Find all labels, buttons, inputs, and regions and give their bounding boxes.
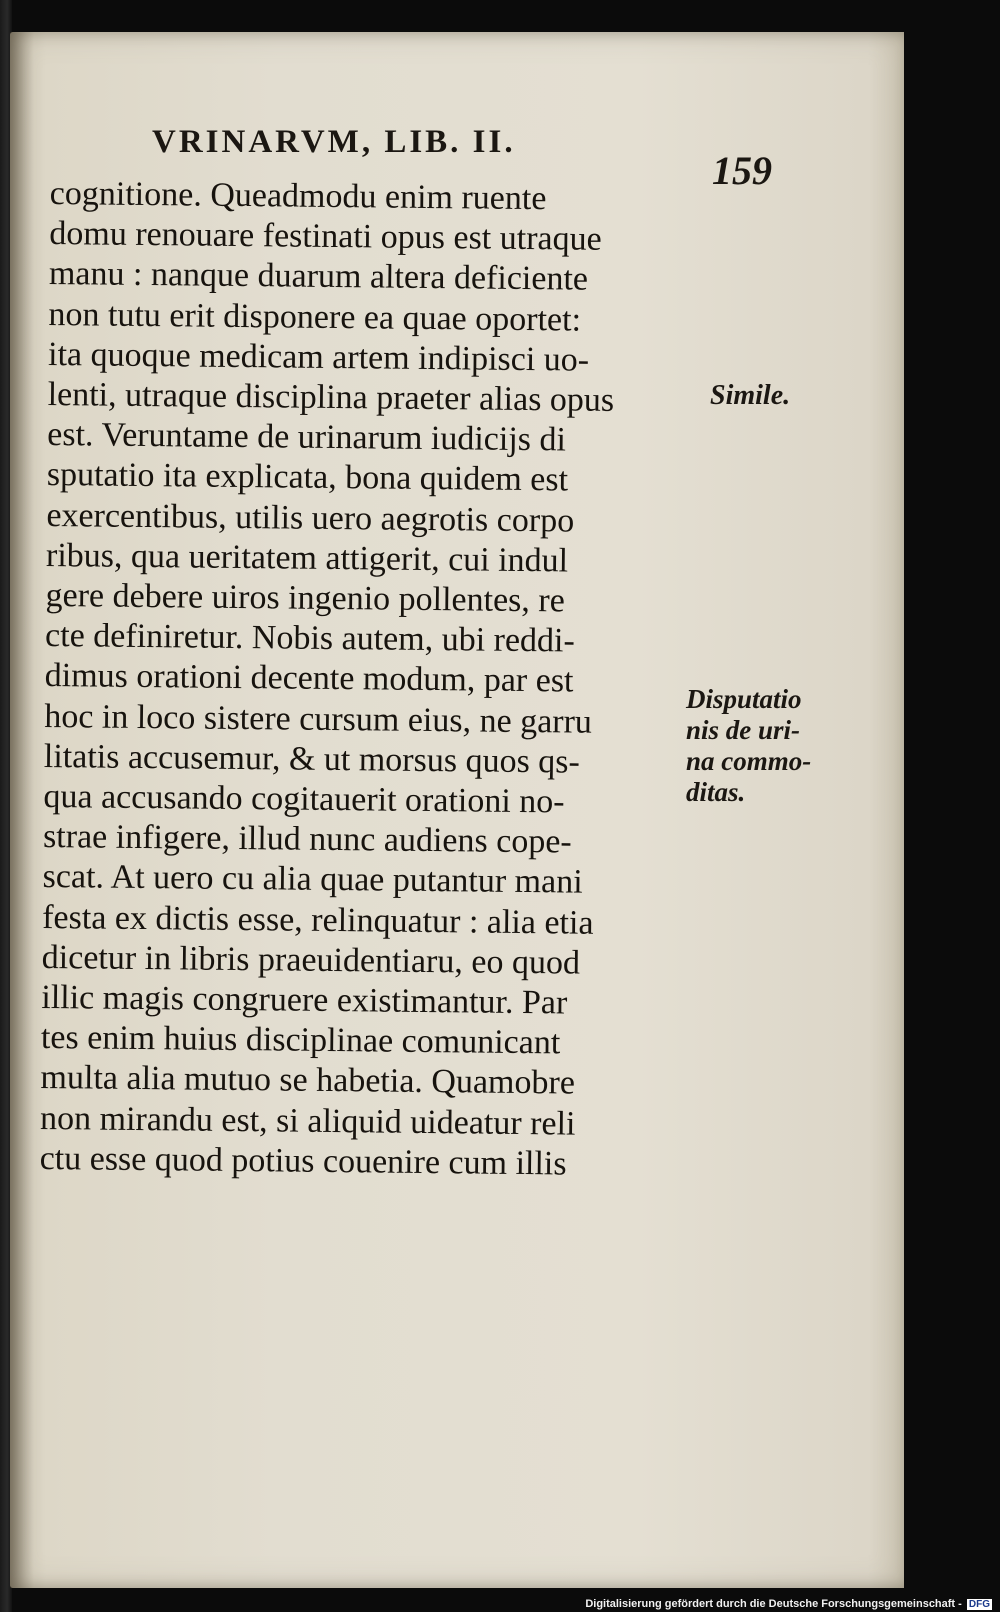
text-line: ctu esse quod potius couenire cum illis [39, 1139, 567, 1183]
text-line: cte definiretur. Nobis autem, ubi reddi- [44, 617, 576, 660]
text-line: lenti, utraque disciplina praeter alias opus [47, 376, 615, 419]
gutter-shadow [10, 32, 34, 1588]
margin-note-line: ditas. [686, 777, 746, 807]
text-line: exercentibus, utilis uero aegrotis corpo [46, 496, 575, 540]
margin-note-disputatio [686, 684, 811, 808]
text-line: sputatio ita explicata, bona quidem est [46, 456, 569, 499]
text-line: scat. At uero cu alia quae putantur mani [42, 858, 583, 902]
text-line: ita quoque medicam artem indipisci uo- [47, 335, 590, 379]
text-line: manu : nanque duarum altera deficiente [48, 255, 589, 299]
running-head: VRINARVM, LIB. II. [152, 124, 516, 160]
text-line: non mirandu est, si aliquid uideatur reli [39, 1099, 576, 1143]
page-number: 159 [712, 148, 772, 193]
text-line: non tutu erit disponere ea quae oportet: [48, 295, 582, 339]
credit-text: Digitalisierung gefördert durch die Deutsche Forschungsgemeinschaft - [585, 1598, 962, 1610]
text-line: dimus orationi decente modum, par est [44, 657, 574, 700]
text-line: litatis accusemur, & ut morsus quos qs- [43, 737, 581, 781]
text-line: tes enim huius disciplinae comunicant [40, 1019, 561, 1062]
text-line: gere debere uiros ingenio pollentes, re [45, 577, 566, 620]
margin-note-line: nis de uri- [686, 715, 801, 745]
body-text [39, 174, 689, 1186]
dfg-logo: DFG [968, 1599, 990, 1610]
digitization-credit [585, 1598, 992, 1610]
text-line: multa alia mutuo se habetia. Quamobre [40, 1059, 576, 1103]
text-line: dicetur in libris praeuidentiaru, eo quod [41, 938, 581, 982]
text-line: strae infigere, illud nunc audiens cope- [42, 818, 572, 861]
margin-note-line: Disputatio [686, 684, 802, 714]
margin-note-simile: Simile. [710, 380, 791, 411]
text-line: domu renouare festinati opus est utraque [49, 215, 602, 258]
text-line: cognitione. Queadmodu enim ruente [49, 174, 547, 218]
text-line: qua accusando cogitauerit orationi no- [43, 778, 565, 821]
text-line: est. Veruntame de urinarum iudicijs di [47, 416, 567, 459]
text-line: illic magis congruere existimantur. Par [41, 979, 568, 1022]
text-line: hoc in loco sistere cursum eius, ne garru [44, 697, 593, 741]
text-line: festa ex dictis esse, relinquatur : alia etia [42, 898, 594, 942]
margin-note-line: na commo- [686, 746, 812, 776]
text-line: ribus, qua ueritatem attigerit, cui indul [45, 536, 569, 580]
